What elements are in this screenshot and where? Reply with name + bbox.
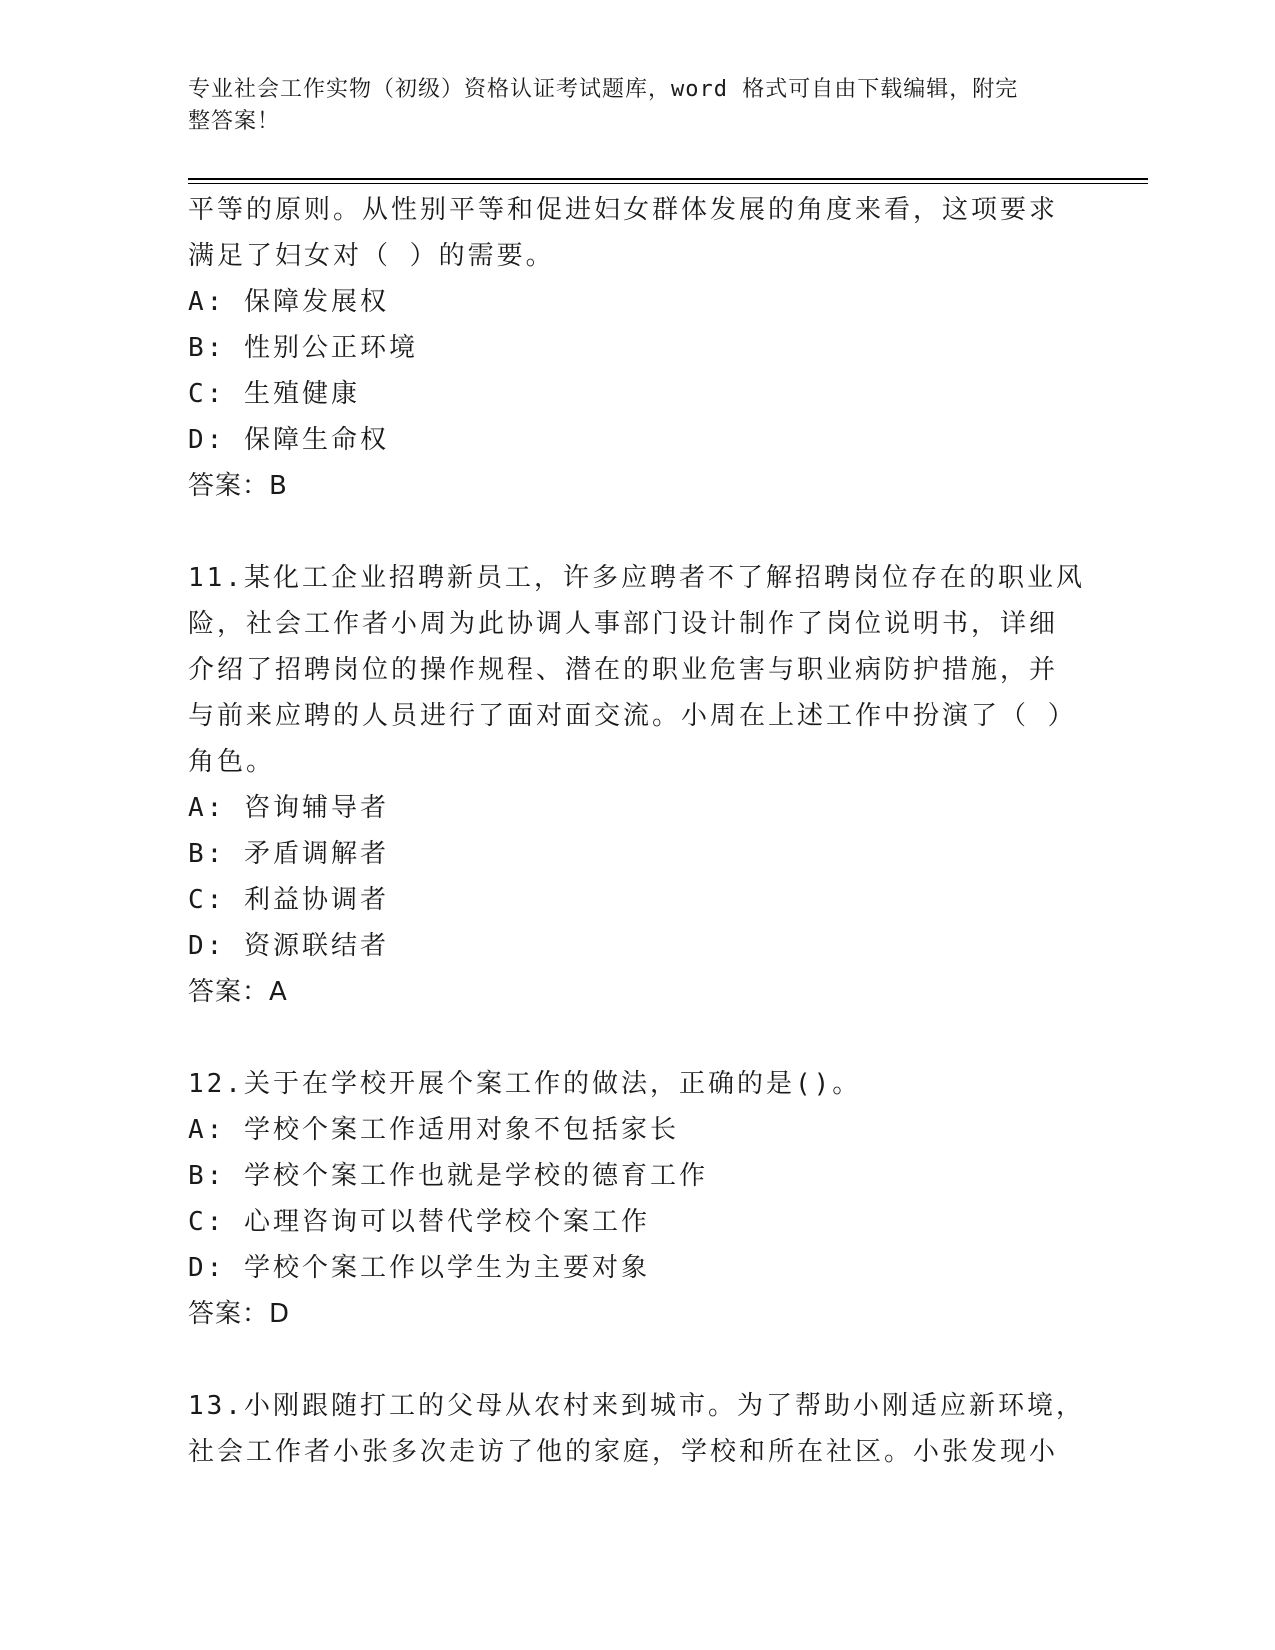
option-a: A: 咨询辅导者: [188, 793, 389, 823]
question-text-line: 与前来应聘的人员进行了面对面交流。小周在上述工作中扮演了（ ）: [188, 701, 1077, 731]
page-header: [188, 74, 1068, 138]
option-d: D: 学校个案工作以学生为主要对象: [188, 1253, 650, 1283]
question-text-line: 满足了妇女对（ ）的需要。: [188, 241, 555, 271]
option-c: C: 利益协调者: [188, 885, 389, 915]
question-13: [188, 1383, 1088, 1475]
question-text-line: 险，社会工作者小周为此协调人事部门设计制作了岗位说明书，详细: [188, 609, 1059, 639]
header-line-2: 整答案！: [188, 109, 281, 134]
option-d: D: 保障生命权: [188, 425, 389, 455]
question-text-line: 介绍了招聘岗位的操作规程、潜在的职业危害与职业病防护措施，并: [188, 655, 1059, 685]
header-rule-thin: [188, 183, 1148, 184]
option-a: A: 保障发展权: [188, 287, 389, 317]
option-d: D: 资源联结者: [188, 931, 389, 961]
option-b: B: 矛盾调解者: [188, 839, 389, 869]
question-text-line: 社会工作者小张多次走访了他的家庭，学校和所在社区。小张发现小: [188, 1437, 1059, 1467]
question-10: [188, 187, 1088, 509]
question-12: [188, 1061, 1088, 1337]
answer-line: 答案：D: [188, 1299, 291, 1329]
header-rule-thick: [188, 178, 1148, 180]
question-text-line: 角色。: [188, 747, 276, 777]
option-c: C: 心理咨询可以替代学校个案工作: [188, 1207, 650, 1237]
answer-line: 答案：A: [188, 977, 288, 1007]
option-a: A: 学校个案工作适用对象不包括家长: [188, 1115, 679, 1145]
question-text-line: 12.关于在学校开展个案工作的做法，正确的是()。: [188, 1069, 862, 1099]
question-text-line: 11.某化工企业招聘新员工，许多应聘者不了解招聘岗位存在的职业风: [188, 563, 1085, 593]
option-b: B: 性别公正环境: [188, 333, 418, 363]
header-line-1: 专业社会工作实物（初级）资格认证考试题库，word 格式可自由下载编辑，附完: [188, 77, 1019, 102]
spacer: [188, 509, 1088, 555]
question-11: [188, 555, 1088, 1015]
spacer: [188, 1337, 1088, 1383]
question-text-line: 平等的原则。从性别平等和促进妇女群体发展的角度来看，这项要求: [188, 195, 1059, 225]
document-body: [188, 187, 1088, 1475]
option-b: B: 学校个案工作也就是学校的德育工作: [188, 1161, 708, 1191]
option-c: C: 生殖健康: [188, 379, 360, 409]
spacer: [188, 1015, 1088, 1061]
answer-line: 答案：B: [188, 471, 288, 501]
document-page: [188, 0, 1148, 1650]
question-text-line: 13.小刚跟随打工的父母从农村来到城市。为了帮助小刚适应新环境，: [188, 1391, 1085, 1421]
